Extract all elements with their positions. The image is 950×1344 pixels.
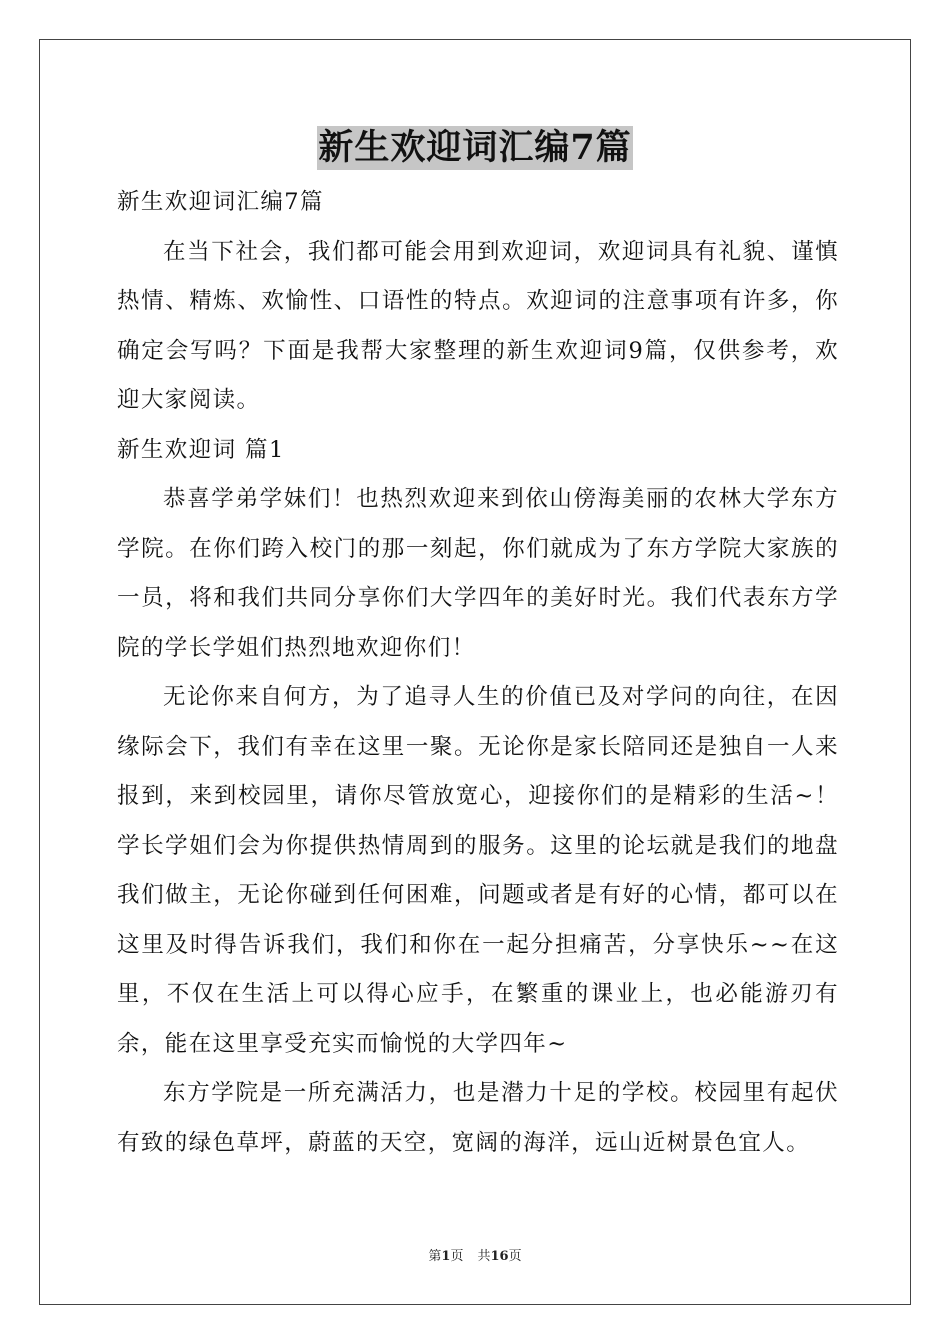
- body-paragraph-1: 恭喜学弟学妹们！也热烈欢迎来到依山傍海美丽的农林大学东方学院。在你们跨入校门的那一刻起，你们就成为了东方学院大家族的一员，将和我们共同分享你们大学四年的美好时光。我们代表东方学院的学长学姐们热烈地欢迎你们！: [117, 486, 839, 661]
- document-body: [117, 178, 839, 1168]
- body-paragraph-3: 东方学院是一所充满活力，也是潜力十足的学校。校园里有起伏有致的绿色草坪，蔚蓝的天空，宽阔的海洋，远山近树景色宜人。: [117, 1080, 839, 1156]
- document-title: 新生欢迎词汇编7篇: [318, 127, 632, 168]
- title-container: [0, 126, 950, 170]
- page-suffix: 页: [450, 1249, 464, 1264]
- page-prefix: 第: [428, 1249, 442, 1264]
- document-subtitle: 新生欢迎词汇编7篇: [117, 189, 324, 215]
- total-prefix: 共: [477, 1249, 491, 1264]
- page-footer: [0, 1248, 950, 1266]
- section-heading: 新生欢迎词 篇1: [117, 436, 285, 463]
- total-suffix: 页: [508, 1249, 522, 1264]
- body-paragraph-2: 无论你来自何方，为了追寻人生的价值已及对学问的向往，在因缘际会下，我们有幸在这里一聚。无论你是家长陪同还是独自一人来报到，来到校园里，请你尽管放宽心，迎接你们的是精彩的生活~！学长学姐们会为你提供热情周到的服务。这里的论坛就是我们的地盘我们做主，无论你碰到任何困难，问题或者是有好的心情，都可以在这里及时得告诉我们，我们和你在一起分担痛苦，分享快乐~~在这里，不仅在生活上可以得心应手，在繁重的课业上，也必能游刃有余，能在这里享受充实而愉悦的大学四年~: [117, 684, 839, 1057]
- intro-paragraph: 在当下社会，我们都可能会用到欢迎词，欢迎词具有礼貌、谨慎热情、精炼、欢愉性、口语性的特点。欢迎词的注意事项有许多，你确定会写吗？下面是我帮大家整理的新生欢迎词9篇，仅供参考，欢迎大家阅读。: [117, 238, 839, 413]
- page-number: 1: [441, 1249, 451, 1264]
- total-pages: 16: [490, 1249, 509, 1264]
